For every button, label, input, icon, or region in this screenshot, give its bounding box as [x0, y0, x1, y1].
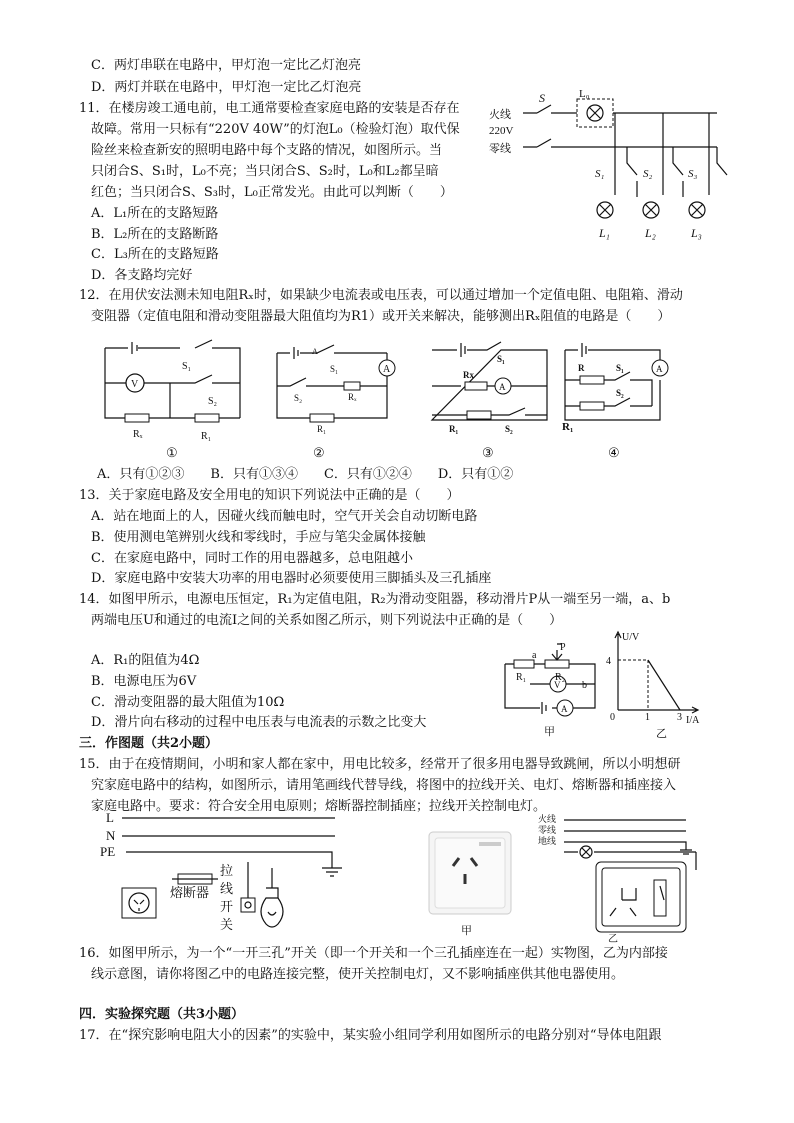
fig15-N: N — [106, 828, 116, 843]
q15-stem-3: 家庭电路中。要求：符合安全用电原则；熔断器控制插座；拉线开关控制电灯。 — [91, 799, 547, 814]
fig16-live: 火线 — [538, 814, 557, 824]
q13-stem: 13．关于家庭电路及安全用电的知识下列说法中正确的是（ ） — [79, 488, 460, 503]
fig14-P: P — [560, 642, 566, 653]
fig12-circuit-2 — [272, 338, 407, 438]
fig12-3-R1: R₁ — [449, 424, 459, 434]
q11-option-b: B．L₂所在的支路断路 — [91, 227, 219, 242]
q11-stem-2: 故障。常用一只标有“220V 40W”的灯泡L₀（检验灯泡）取代保 — [91, 122, 460, 137]
fig12-num-2: ② — [313, 446, 325, 461]
q10-option-d: D．两灯并联在电路中，甲灯泡一定比乙灯泡亮 — [91, 80, 362, 95]
fig12-circuit-4 — [560, 340, 678, 438]
fig11-L1-label: L₁ — [599, 226, 610, 240]
fig15-switch-label-1: 拉 — [220, 863, 234, 878]
q16-stem-2: 线示意图，请你将图乙中的电路连接完整，使开关控制电灯，又不影响插座供其他电器使用。 — [91, 967, 625, 982]
fig14-voltmeter: V — [554, 680, 561, 690]
fig12-1-R1: R₁ — [201, 431, 212, 442]
fig14-ammeter: A — [561, 704, 568, 714]
fig11-S3-label: S₃ — [688, 168, 698, 180]
fig11-L0-label: L₀ — [579, 88, 590, 100]
q14-stem-2: 两端电压U和通过的电流I之间的关系如图乙所示，则下列说法中正确的是（ ） — [91, 613, 563, 628]
fig16-jia: 甲 — [461, 925, 472, 937]
fig15-switch-label-4: 关 — [220, 917, 234, 932]
fig12-num-3: ③ — [482, 446, 494, 461]
q16-stem: 16．如图甲所示，为一个“一开三孔”开关（即一个开关和一个三孔插座连在一起）实物图，乙为内部接 — [79, 946, 668, 961]
fig15-PE: PE — [100, 844, 116, 859]
fig14-yaxis: U/V — [622, 632, 640, 643]
q11-stem-3: 险丝来检查新安的照明电路中每个支路的情况，如图所示。当 — [91, 143, 443, 158]
fig12-1-Rx: Rₓ — [133, 429, 143, 440]
q11-option-a: A．L₁所在的支路短路 — [91, 206, 219, 221]
fig15-switch-label-3: 开 — [220, 899, 234, 914]
fig11-L2-label: L₂ — [645, 226, 656, 240]
fig14-b: b — [582, 680, 587, 691]
fig16-ground: 地线 — [538, 836, 557, 846]
fig12-1-S1: S₁ — [182, 361, 192, 372]
q11-option-c: C．L₃所在的支路短路 — [91, 247, 219, 262]
fig14-tick-1: 1 — [645, 712, 650, 723]
fig12-circuit-3 — [427, 340, 555, 438]
fig11-circuit — [487, 85, 727, 245]
fig14-yi: 乙 — [656, 728, 667, 740]
fig12-4-R1: R₁ — [562, 421, 574, 433]
fig14-graph — [606, 628, 706, 738]
fig12-2-Rx: Rₓ — [348, 392, 357, 402]
q15-stem: 15．由于在疫情期间，小明和家人都在家中，用电比较多，经常开了很多用电器导致跳闸，所以小明想研 — [79, 757, 681, 772]
fig12-2-A: A — [312, 347, 318, 356]
fig12-4-R: R — [578, 363, 585, 373]
q10-option-c: C．两灯串联在电路中，甲灯泡一定比乙灯泡亮 — [91, 58, 361, 73]
fig12-3-ammeter: A — [499, 382, 506, 392]
q14-option-b: B．电源电压为6V — [91, 674, 197, 689]
q11-stem: 11．在楼房竣工通电前，电工通常要检查家庭电路的安装是否存在 — [79, 101, 460, 116]
fig12-2-S2: S₂ — [294, 393, 303, 403]
q15-stem-2: 究家庭电路中的结构，如图所示，请用笔画线代替导线，将图中的拉线开关、电灯、熔断器和插座接入 — [91, 778, 677, 793]
q14-stem: 14．如图甲所示，电源电压恒定，R₁为定值电阻，R₂为滑动变阻器，移动滑片P从一端至另一端，a、b — [79, 592, 671, 607]
fig12-2-S1: S₁ — [330, 364, 339, 374]
q11-stem-5: 红色；当只闭合S、S₃时，L₀正常发光。由此可以判断（ ） — [91, 185, 453, 200]
fig15-switch-label-2: 线 — [220, 881, 234, 896]
fig15-L: L — [106, 810, 114, 825]
fig12-4-S1: S₁ — [616, 363, 624, 373]
fig12-num-4: ④ — [608, 446, 620, 461]
fig12-4-S2: S₂ — [616, 388, 624, 398]
fig12-1-voltmeter: V — [131, 379, 139, 390]
q12-stem-2: 变阻器（定值电阻和滑动变阻器最大阻值均为R1）或开关来解决，能够测出Rₓ阻值的电路是（ ） — [91, 309, 671, 324]
fig16-neutral: 零线 — [538, 825, 557, 835]
fig12-3-S2: S₂ — [505, 424, 513, 434]
fig14-tick-3: 3 — [677, 712, 682, 723]
fig16-wiring — [536, 808, 706, 943]
fig12-3-Rx: Rx — [463, 370, 474, 380]
section-3-title: 三．作图题（共2小题） — [79, 736, 219, 751]
fig11-S1-label: S₁ — [595, 168, 605, 180]
fig14-a: a — [532, 650, 537, 661]
fig12-1-S2: S₂ — [208, 396, 218, 407]
fig11-L3-label: L₃ — [691, 226, 702, 240]
q14-option-a: A．R₁的阻值为4Ω — [91, 653, 200, 668]
section-4-title: 四．实验探究题（共3小题） — [79, 1007, 245, 1022]
q14-option-c: C．滑动变阻器的最大阻值为10Ω — [91, 695, 285, 710]
fig11-S-label: S — [539, 91, 545, 105]
fig14-R2: R₂ — [555, 672, 566, 683]
q12-stem: 12．在用伏安法测未知电阻Rₓ时，如果缺少电流表或电压表，可以通过增加一个定值电阻、电阻箱、滑动 — [79, 288, 683, 303]
fig14-circuit — [500, 636, 600, 736]
fig16-socket-photo — [425, 830, 515, 940]
fig14-tick-0: 0 — [610, 712, 615, 723]
fig11-voltage-label: 220V — [489, 125, 514, 137]
q14-option-d: D．滑片向右移动的过程中电压表与电流表的示数之比变大 — [91, 715, 427, 730]
fig12-2-ammeter: A — [383, 364, 391, 375]
fig14-R1: R₁ — [516, 672, 527, 683]
fig12-num-1: ① — [166, 446, 178, 461]
fig11-neutral-label: 零线 — [489, 143, 511, 155]
q13-option-d: D．家庭电路中安装大功率的用电器时必须要使用三脚插头及三孔插座 — [91, 571, 492, 586]
fig12-2-R1: R₁ — [317, 424, 327, 434]
q13-option-b: B．使用测电笔辨别火线和零线时，手应与笔尖金属体接触 — [91, 530, 426, 545]
fig11-S2-label: S₂ — [643, 168, 653, 180]
fig12-4-ammeter: A — [656, 364, 663, 374]
q11-stem-4: 只闭合S、S₁时，L₀不亮；当只闭合S、S₂时，L₀和L₂都呈暗 — [91, 164, 439, 179]
q11-option-d: D．各支路均完好 — [91, 268, 193, 283]
fig14-tick-4: 4 — [606, 656, 611, 667]
fig14-xaxis: I/A — [686, 715, 700, 726]
fig14-jia: 甲 — [544, 726, 555, 738]
q13-option-c: C．在家庭电路中，同时工作的用电器越多，总电阻越小 — [91, 551, 413, 566]
fig11-live-label: 火线 — [489, 109, 511, 121]
fig16-yi: 乙 — [608, 934, 618, 945]
q12-options: A．只有①②③ B．只有①③④ C．只有①②④ D．只有①② — [97, 467, 514, 482]
q13-option-a: A．站在地面上的人，因碰火线而触电时，空气开关会自动切断电路 — [91, 509, 478, 524]
fig12-3-S1: S₁ — [497, 354, 505, 364]
fig12-circuit-1 — [100, 338, 245, 448]
fig15-diagram — [100, 808, 350, 938]
fig15-fuse-label: 熔断器 — [170, 885, 210, 900]
q17-stem: 17．在“探究影响电阻大小的因素”的实验中，某实验小组同学利用如图所示的电路分别对“导体电阻跟 — [79, 1028, 662, 1043]
